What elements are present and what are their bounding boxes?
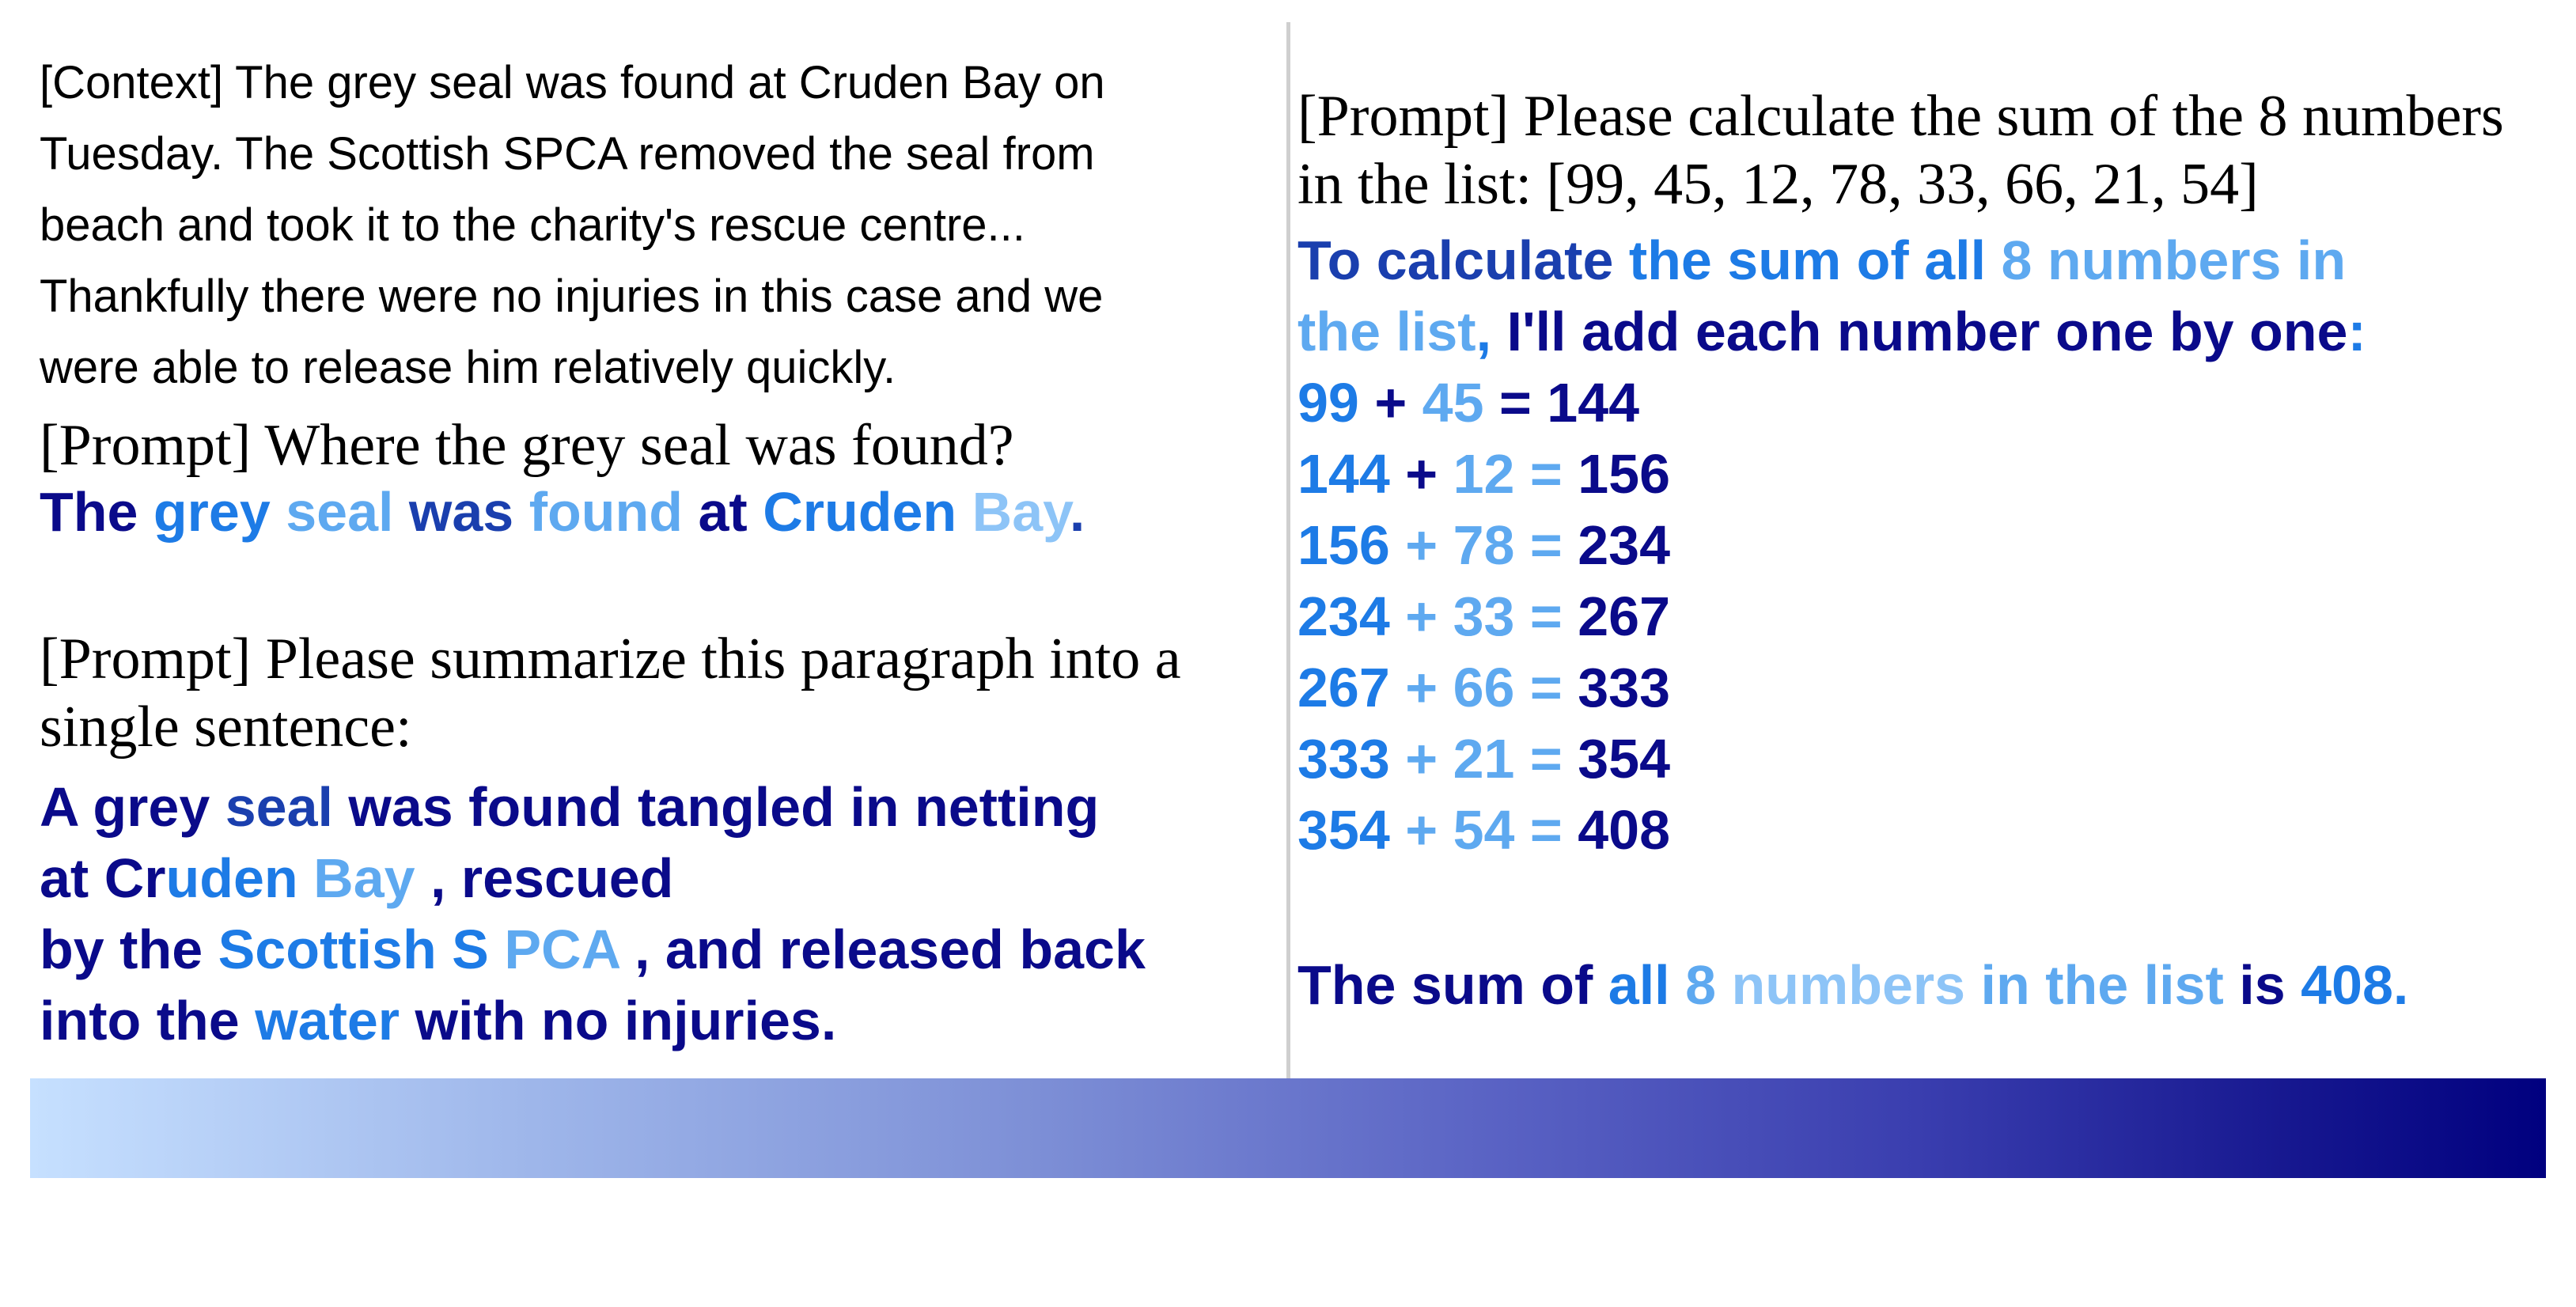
highlighted-token: = 144 <box>1498 372 1640 434</box>
highlighted-token: the list <box>1297 301 1476 362</box>
highlighted-token: 267 <box>1297 657 1406 718</box>
highlighted-token: + 33 = <box>1405 585 1578 647</box>
highlighted-token: at Cr <box>40 847 166 909</box>
highlighted-token: 156 <box>1297 514 1406 576</box>
highlighted-token: into the <box>40 990 256 1051</box>
context-line: were able to release him relatively quickly. <box>40 342 896 393</box>
highlighted-token: : <box>2347 301 2366 362</box>
highlighted-token: 333 <box>1297 728 1406 790</box>
highlighted-token: 99 <box>1297 372 1375 434</box>
step-line <box>1297 438 2366 510</box>
highlighted-token: Bay <box>972 481 1070 543</box>
prompt-sum <box>1297 82 2504 218</box>
highlighted-token: with no injuries. <box>415 990 837 1051</box>
answer-line <box>40 771 1146 843</box>
prompt-question <box>40 411 1014 479</box>
answer-line <box>40 476 1085 547</box>
attention-colorbar <box>30 1078 2546 1178</box>
highlighted-token: 45 <box>1422 372 1499 434</box>
highlighted-token: is <box>2239 954 2301 1016</box>
highlighted-token: water <box>255 990 415 1051</box>
answer-line <box>1297 296 2366 367</box>
step-line <box>1297 723 2366 794</box>
highlighted-token: 354 <box>1297 799 1406 861</box>
highlighted-token: all <box>1608 954 1686 1016</box>
highlighted-token: 144 <box>1297 443 1406 505</box>
prompt-summarize <box>40 625 1181 761</box>
conclusion-line <box>1297 949 2408 1021</box>
sum-conclusion <box>1297 949 2408 1021</box>
highlighted-token: + 54 = <box>1405 799 1578 861</box>
highlighted-token: 234 <box>1297 585 1406 647</box>
answer-line <box>40 843 1146 914</box>
highlighted-token: was found tangled in netting <box>348 776 1100 838</box>
highlighted-token: Scottish S <box>218 919 505 980</box>
highlighted-token: + 21 = <box>1405 728 1578 790</box>
highlighted-token: + <box>1405 443 1453 505</box>
panel-divider <box>1286 22 1290 1078</box>
step-line <box>1297 510 2366 581</box>
highlighted-token: at <box>698 481 763 543</box>
highlighted-token: 333 <box>1578 657 1671 718</box>
highlighted-token: 156 <box>1578 443 1671 505</box>
context-line: Thankfully there were no injuries in this case and we <box>40 271 1104 322</box>
highlighted-token: 12 = <box>1453 443 1578 505</box>
highlighted-token: The <box>40 481 153 543</box>
highlighted-token: 267 <box>1578 585 1671 647</box>
context-line: Tuesday. The Scottish SPCA removed the seal from <box>40 128 1095 180</box>
highlighted-token: in the list <box>1980 954 2240 1016</box>
answer-question <box>40 476 1085 547</box>
highlighted-token: PCA <box>504 919 635 980</box>
highlighted-token: , and released back <box>634 919 1146 980</box>
highlighted-token: The sum of <box>1297 954 1608 1016</box>
highlighted-token: the sum of all <box>1628 229 2002 291</box>
highlighted-token: Cruden <box>763 481 972 543</box>
context-line: [Context] The grey seal was found at Cruden Bay on <box>40 57 1105 108</box>
highlighted-token: 8 <box>1685 954 1732 1016</box>
highlighted-token: seal <box>286 481 409 543</box>
prompt-line: single sentence: <box>40 695 412 760</box>
highlighted-token: I'll add each number one by one <box>1506 301 2348 362</box>
answer-line <box>40 914 1146 985</box>
highlighted-token: 408. <box>2301 954 2409 1016</box>
highlighted-token: + 78 = <box>1405 514 1578 576</box>
highlighted-token: 234 <box>1578 514 1671 576</box>
highlighted-token: found <box>528 481 699 543</box>
step-line <box>1297 367 2366 438</box>
highlighted-token: , rescued <box>430 847 674 909</box>
highlighted-token: grey <box>153 481 286 543</box>
prompt-line: [Prompt] Please summarize this paragraph into a <box>40 627 1181 691</box>
answer-line <box>40 985 1146 1056</box>
highlighted-token: numbers <box>1731 954 1981 1016</box>
prompt-line: in the list: [99, 45, 12, 78, 33, 66, 21, 54] <box>1297 152 2259 217</box>
highlighted-token: was <box>408 481 529 543</box>
highlighted-token: 408 <box>1578 799 1671 861</box>
highlighted-token: seal <box>225 776 349 838</box>
highlighted-token: A grey <box>40 776 225 838</box>
answer-summary <box>40 771 1146 1056</box>
highlighted-token: by the <box>40 919 218 980</box>
highlighted-token: Bay <box>313 847 431 909</box>
step-line <box>1297 581 2366 652</box>
context-paragraph <box>40 47 1274 403</box>
highlighted-token: + 66 = <box>1405 657 1578 718</box>
prompt-line: [Prompt] Where the grey seal was found? <box>40 413 1014 478</box>
context-line: beach and took it to the charity's rescue centre... <box>40 199 1025 251</box>
highlighted-token: . <box>1069 481 1085 543</box>
highlighted-token: To calculate <box>1297 229 1629 291</box>
answer-line <box>1297 225 2366 296</box>
prompt-line: [Prompt] Please calculate the sum of the 8 numbers <box>1297 84 2504 149</box>
answer-sum <box>1297 225 2366 866</box>
highlighted-token: 354 <box>1578 728 1671 790</box>
step-line <box>1297 652 2366 723</box>
highlighted-token: + <box>1374 372 1422 434</box>
highlighted-token: , <box>1476 301 1507 362</box>
highlighted-token: uden <box>165 847 314 909</box>
step-line <box>1297 794 2366 866</box>
highlighted-token: 8 numbers in <box>2001 229 2347 291</box>
